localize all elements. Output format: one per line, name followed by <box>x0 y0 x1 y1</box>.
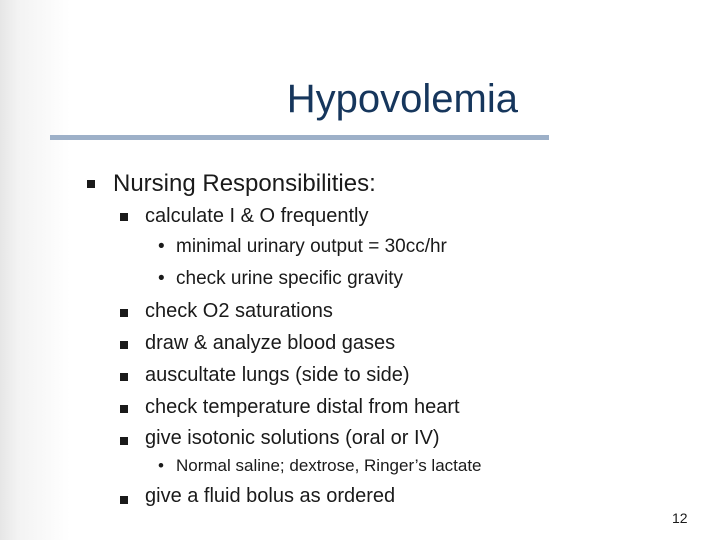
square-bullet-icon <box>120 213 128 221</box>
sub-item-urinary-output: • minimal urinary output = 30cc/hr <box>158 236 447 257</box>
list-item-blood-gases: draw & analyze blood gases <box>145 332 396 354</box>
sub-item-solutions-list: • Normal saline; dextrose, Ringer’s lactate <box>158 456 482 475</box>
list-item-auscultate-lungs: auscultate lungs (side to side) <box>145 364 410 386</box>
square-bullet-icon <box>120 309 128 317</box>
list-item-fluid-bolus: give a fluid bolus as ordered <box>145 485 396 507</box>
sub-item-specific-gravity: • check urine specific gravity <box>158 268 404 289</box>
dot-bullet-icon: • <box>158 456 164 475</box>
square-bullet-icon <box>120 405 128 413</box>
list-item-isotonic-solutions: give isotonic solutions (oral or IV) <box>145 427 440 449</box>
square-bullet-icon <box>120 496 128 504</box>
dot-bullet-icon: • <box>158 236 165 257</box>
list-item-calculate-io: calculate I & O frequently <box>145 205 369 227</box>
title-underline <box>50 135 549 140</box>
square-bullet-icon <box>120 373 128 381</box>
slide-title: Hypovolemia <box>286 77 518 121</box>
dot-bullet-icon: • <box>158 268 165 289</box>
square-bullet-icon <box>87 180 95 188</box>
heading-nursing-responsibilities: Nursing Responsibilities: <box>113 170 376 197</box>
list-item-o2-saturations: check O2 saturations <box>145 300 333 322</box>
page-number: 12 <box>672 510 688 526</box>
list-item-check-temperature: check temperature distal from heart <box>145 396 460 418</box>
square-bullet-icon <box>120 341 128 349</box>
square-bullet-icon <box>120 437 128 445</box>
